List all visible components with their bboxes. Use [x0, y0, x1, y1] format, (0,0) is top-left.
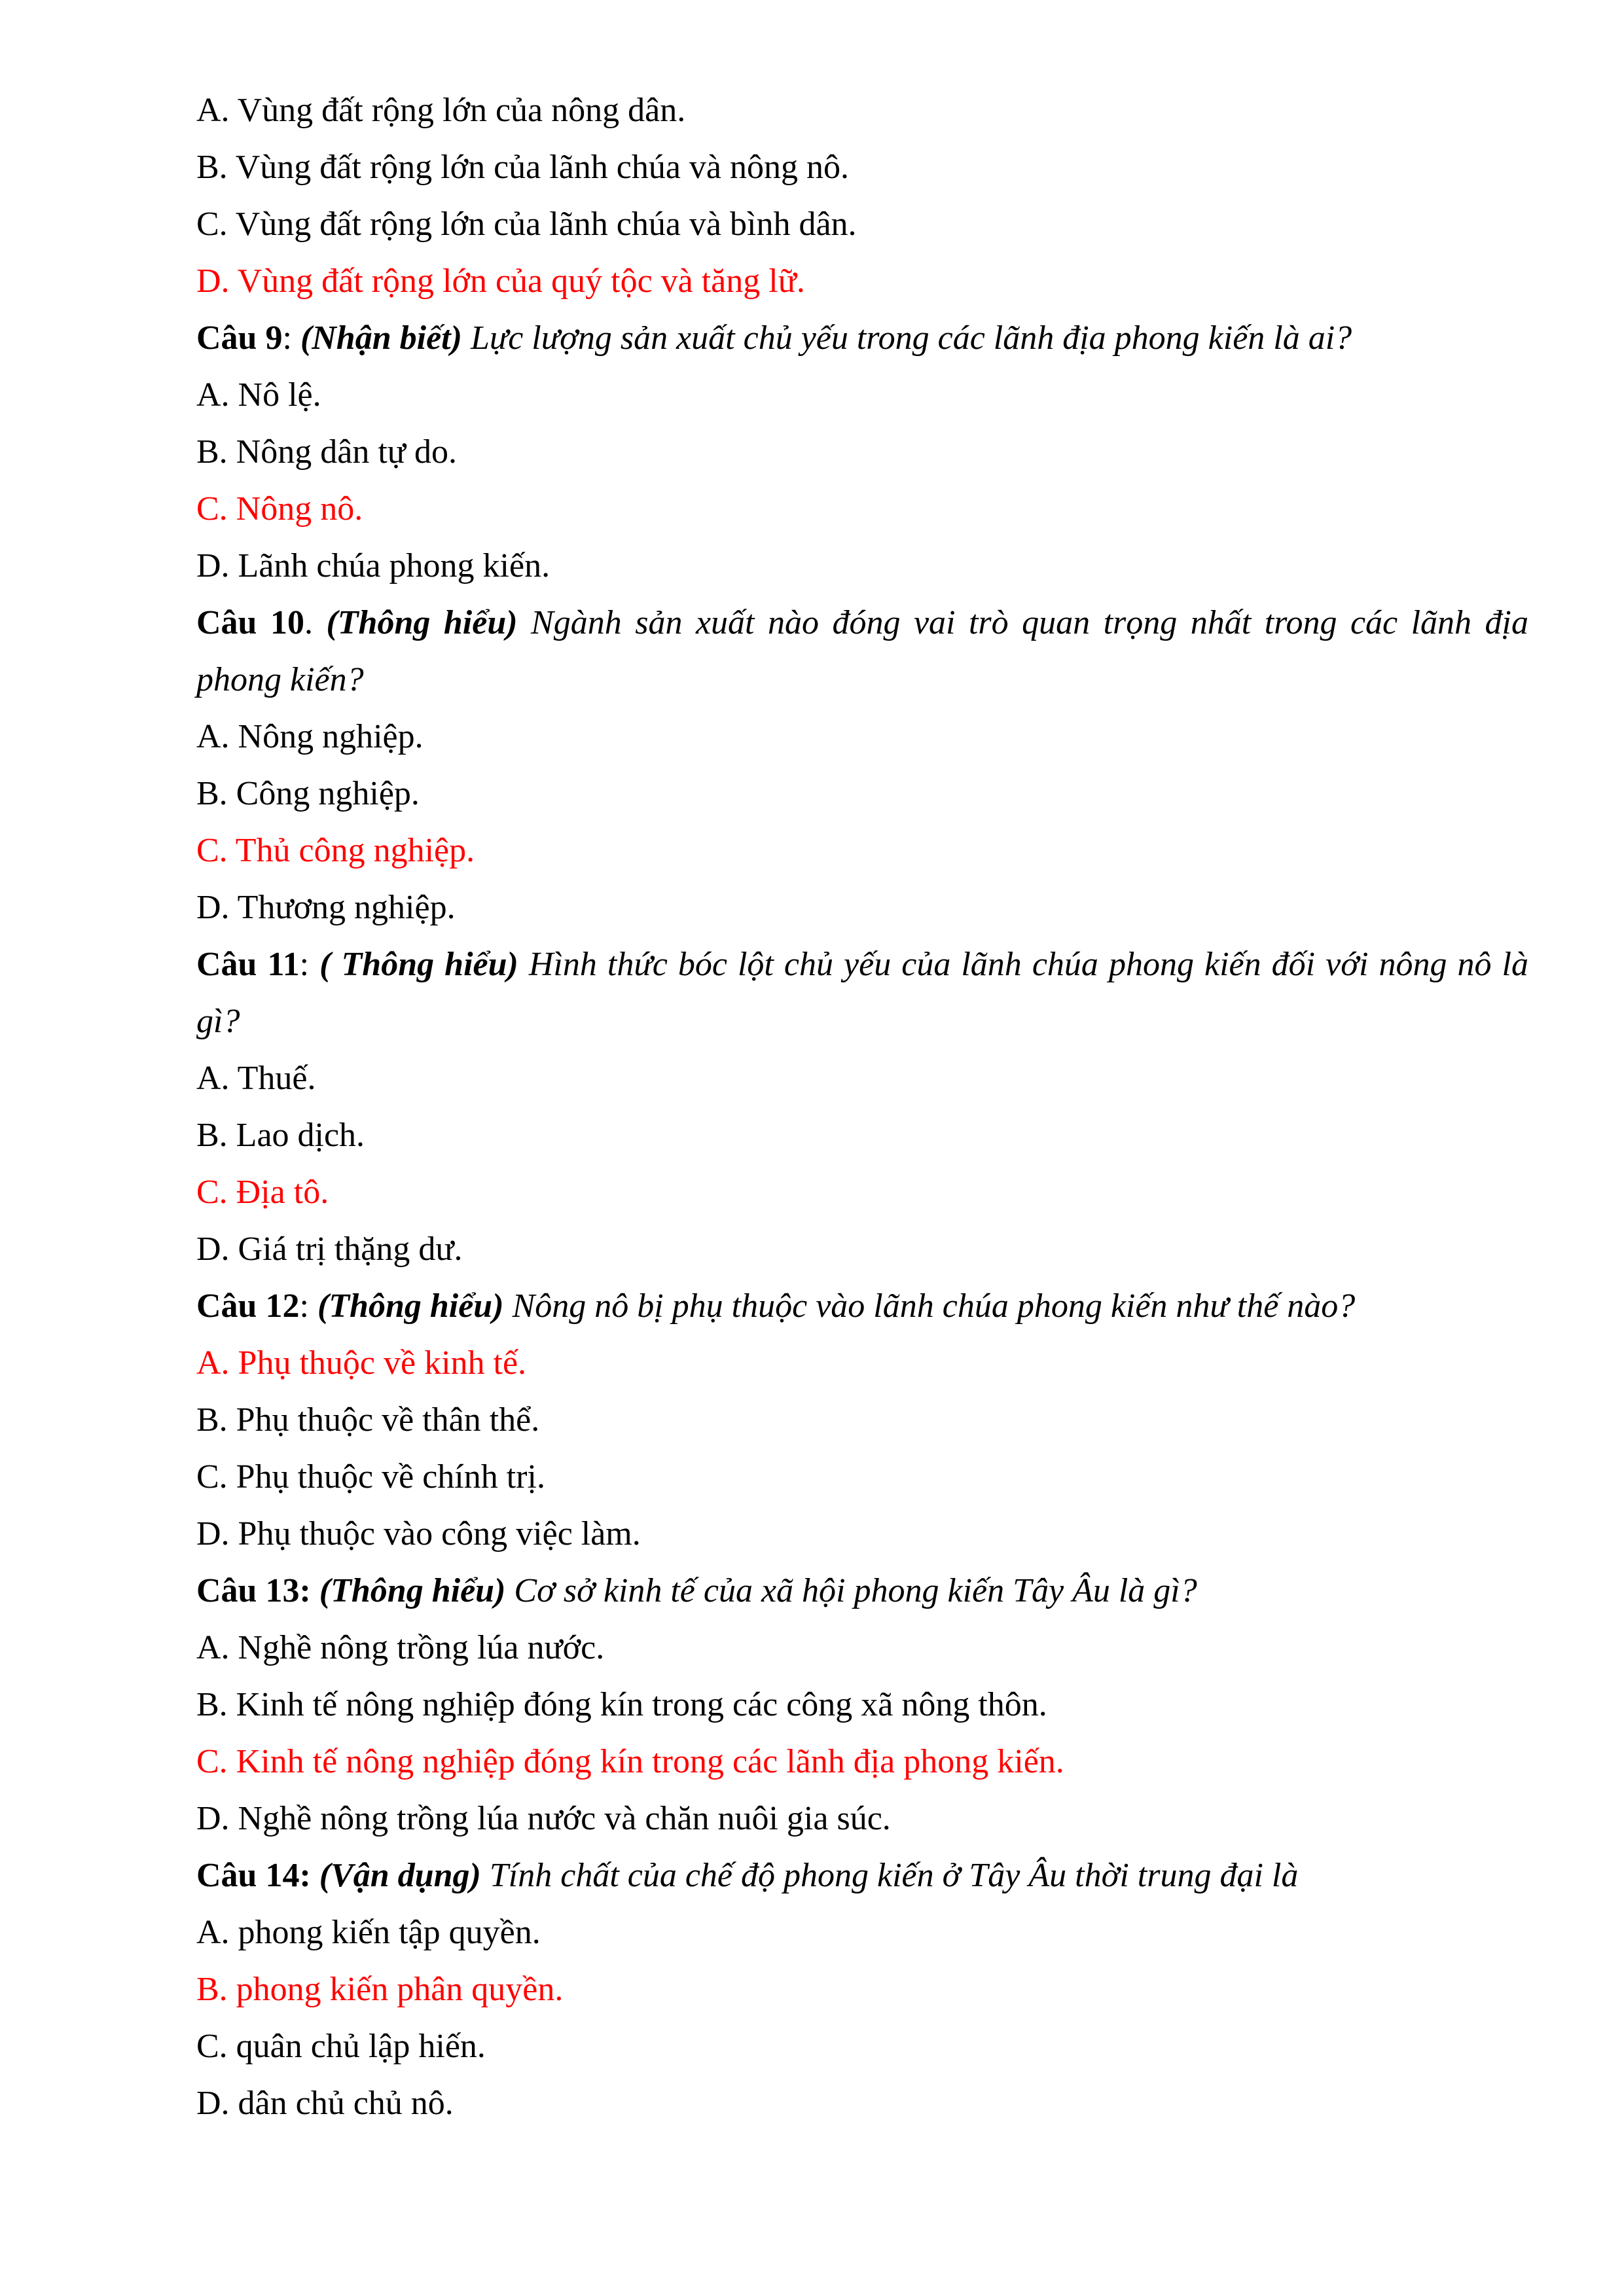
answer-option: B. Công nghiệp. — [196, 775, 420, 812]
answer-option: A. Nô lệ. — [196, 376, 321, 414]
question-number: Câu 10 — [196, 604, 304, 641]
answer-option-correct: C. Thủ công nghiệp. — [196, 832, 475, 869]
question-separator: : — [282, 319, 300, 357]
question-separator: : — [299, 946, 320, 983]
answer-option: A. Thuế. — [196, 1060, 316, 1097]
question-text: Nông nô bị phụ thuộc vào lãnh chúa phong kiến như thế nào? — [503, 1287, 1356, 1325]
answer-option: D. Nghề nông trồng lúa nước và chăn nuôi gia súc. — [196, 1800, 891, 1837]
answer-option-correct: D. Vùng đất rộng lớn của quý tộc và tăng lữ. — [196, 262, 805, 300]
question-text: Lực lượng sản xuất chủ yếu trong các lãnh địa phong kiến là ai? — [461, 319, 1352, 357]
answer-option: B. Lao dịch. — [196, 1117, 365, 1154]
answer-option: B. Phụ thuộc về thân thể. — [196, 1401, 540, 1439]
answer-option: D. dân chủ chủ nô. — [196, 2085, 454, 2122]
question-text: Tính chất của chế độ phong kiến ở Tây Âu thời trung đại là — [480, 1857, 1299, 1894]
question-14 — [196, 1847, 1528, 1904]
answer-option: C. quân chủ lập hiến. — [196, 2028, 486, 2065]
question-level: ( Thông hiểu) — [319, 946, 518, 983]
answer-option: A. Nông nghiệp. — [196, 718, 424, 755]
answer-option: C. Vùng đất rộng lớn của lãnh chúa và bình dân. — [196, 206, 857, 243]
question-number: Câu 13: — [196, 1572, 311, 1609]
answer-option: B. Nông dân tự do. — [196, 433, 457, 471]
question-12 — [196, 1278, 1528, 1335]
question-10 — [196, 594, 1528, 708]
question-separator: : — [299, 1287, 317, 1325]
answer-option-correct: B. phong kiến phân quyền. — [196, 1971, 564, 2008]
question-separator: . — [304, 604, 327, 641]
answer-option: D. Giá trị thặng dư. — [196, 1230, 463, 1268]
answer-option: D. Thương nghiệp. — [196, 889, 456, 926]
question-level: (Thông hiểu) — [326, 604, 518, 641]
question-level: (Vận dụng) — [319, 1857, 481, 1894]
document-page — [196, 82, 1528, 2132]
answer-option: A. phong kiến tập quyền. — [196, 1914, 541, 1951]
question-11 — [196, 936, 1528, 1050]
answer-option-correct: C. Nông nô. — [196, 490, 363, 528]
answer-option: A. Vùng đất rộng lớn của nông dân. — [196, 92, 686, 129]
question-number: Câu 11 — [196, 946, 300, 983]
answer-option: B. Kinh tế nông nghiệp đóng kín trong các công xã nông thôn. — [196, 1686, 1047, 1723]
question-number: Câu 9 — [196, 319, 283, 357]
answer-option: C. Phụ thuộc về chính trị. — [196, 1458, 545, 1496]
question-level: (Nhận biết) — [300, 319, 462, 357]
question-text: Cơ sở kinh tế của xã hội phong kiến Tây Âu là gì? — [505, 1572, 1197, 1609]
question-13 — [196, 1562, 1528, 1619]
answer-option-correct: C. Kinh tế nông nghiệp đóng kín trong các lãnh địa phong kiến. — [196, 1743, 1064, 1780]
answer-option: D. Phụ thuộc vào công việc làm. — [196, 1515, 641, 1552]
answer-option: D. Lãnh chúa phong kiến. — [196, 547, 550, 584]
question-separator — [311, 1857, 319, 1894]
question-number: Câu 12 — [196, 1287, 300, 1325]
question-level: (Thông hiểu) — [317, 1287, 504, 1325]
answer-option: B. Vùng đất rộng lớn của lãnh chúa và nông nô. — [196, 149, 850, 186]
question-text: Hình thức bóc lột chủ yếu của lãnh chúa phong kiến đối với nông nô là gì? — [196, 946, 1528, 1040]
answer-option: A. Nghề nông trồng lúa nước. — [196, 1629, 605, 1666]
question-text: Ngành sản xuất nào đóng vai trò quan trọng nhất trong các lãnh địa phong kiến? — [196, 604, 1528, 698]
question-level: (Thông hiểu) — [319, 1572, 506, 1609]
answer-option-correct: A. Phụ thuộc về kinh tế. — [196, 1344, 527, 1382]
answer-option-correct: C. Địa tô. — [196, 1174, 329, 1211]
question-9 — [196, 310, 1528, 367]
question-separator — [311, 1572, 319, 1609]
question-number: Câu 14: — [196, 1857, 311, 1894]
